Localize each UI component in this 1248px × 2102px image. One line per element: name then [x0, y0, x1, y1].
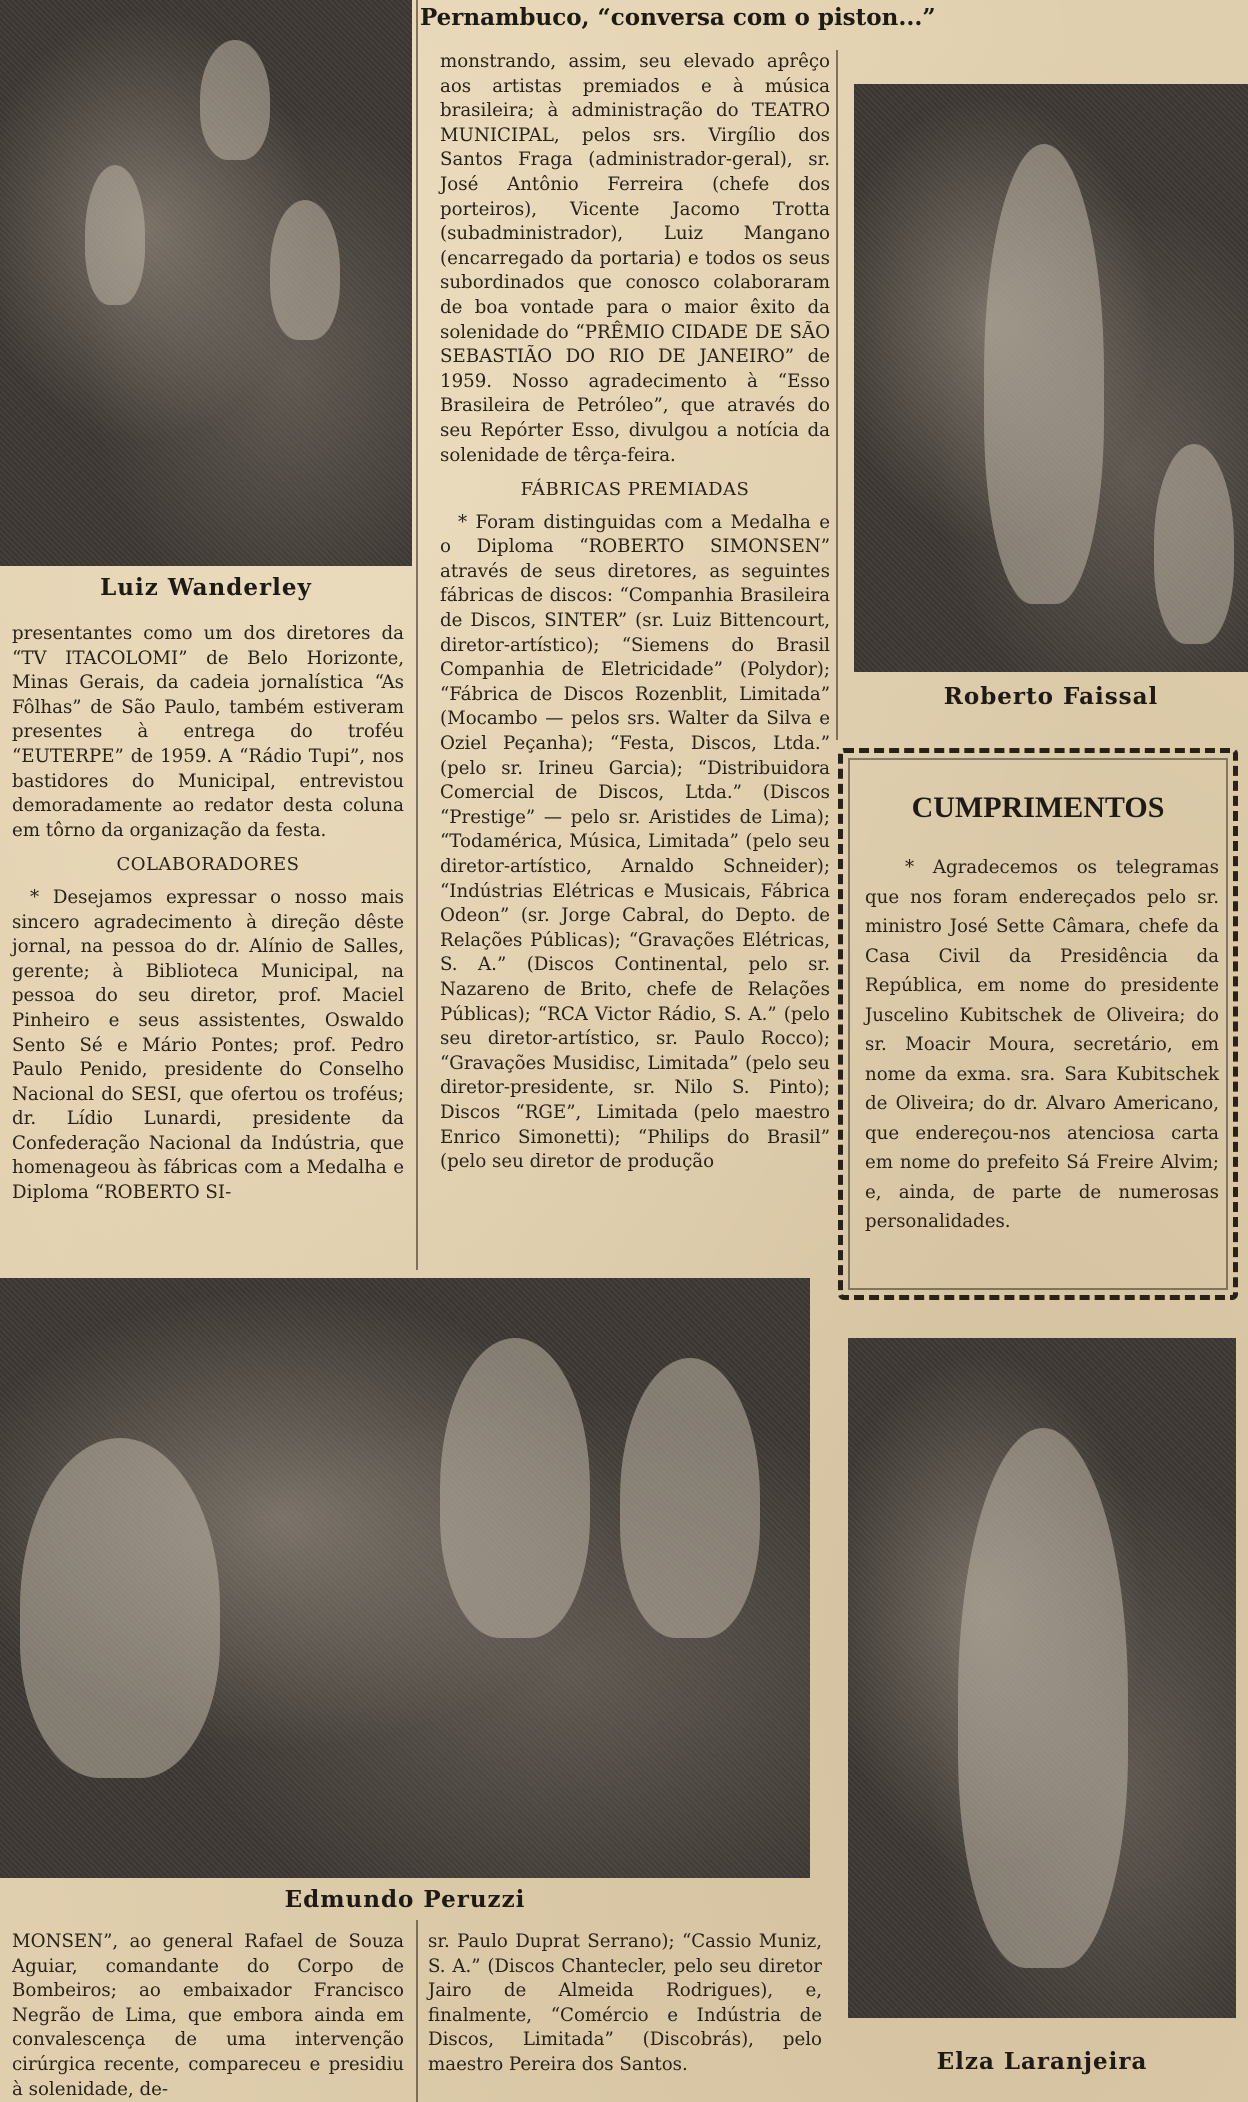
- photo-edmundo-peruzzi: [0, 1278, 810, 1878]
- column-middle: [440, 50, 830, 1175]
- paragraph-bottom-left: MONSEN”, ao general Rafael de Souza Aguiar, comandante do Corpo de Bombeiros; ao embaixador Francisco Negrão de Lima, que embora ainda em convalescença de uma intervenção cirúrgica recente, compareceu e presidiu à solenidade, de-: [12, 1931, 404, 2100]
- caption-edmundo-peruzzi: Edmundo Peruzzi: [284, 1886, 526, 1913]
- caption-luiz-wanderley: Luiz Wanderley: [100, 574, 312, 601]
- paragraph-fabricas: * Foram distinguidas com a Medalha e o Diploma “ROBERTO SIMONSEN” através de seus diretores, as seguintes fábricas de discos: “Companhia Brasileira de Discos, SINTER” (sr. Luiz Bittencourt, diretor-artístico); “Siemens do Brasil Companhia de Eletricidade” (Polydor); “Fábrica de Discos Rozenblit, Limitada” (Mocambo — pelos srs. Walter da Silva e Oziel Peçanha); “Festa, Discos, Ltda.” (pelo sr. Irineu Garcia); “Distribuidora Comercial de Discos, Ltda.” (Discos “Prestige” — pelo sr. Aristides de Lima); “Todamérica, Música, Limitada” (pelo seu diretor-artístico, Arnaldo Schneider); “Indústrias Elétricas e Musicais, Fábrica Odeon” (sr. Jorge Cabral, do Depto. de Relações Públicas); “Gravações Elétricas, S. A.” (Discos Continental, pelo sr. Nazareno de Brito, chefe de Relações Públicas); “RCA Victor Rádio, S. A.” (pelo seu diretor-artístico, sr. Paulo Rocco); “Gravações Musidisc, Limitada” (pelo seu diretor-presidente, sr. Nilo S. Pinto); Discos “RGE”, Limitada (pelo maestro Enrico Simonetti); “Philips do Brasil” (pelo seu diretor de produção: [440, 511, 830, 1173]
- photo-luiz-wanderley: [0, 0, 412, 566]
- subhead-colaboradores: COLABORADORES: [116, 854, 300, 876]
- column-rule: [416, 1920, 418, 2102]
- paragraph-colaboradores: * Desejamos expressar o nosso mais sincero agradecimento à direção dêste jornal, na pessoa do dr. Alínio de Salles, gerente; à Biblioteca Municipal, na pessoa do seu diretor, prof. Maciel Pinheiro e seus assistentes, Oswaldo Sento Sé e Mário Pontes; prof. Pedro Paulo Penido, presidente do Conselho Nacional do SESI, que ofertou os troféus; dr. Lídio Lunardi, presidente da Confederação Nacional da Indústria, que homenageou às fábricas com a Medalha e Diploma “ROBERTO SI-: [12, 886, 404, 1204]
- caption-elza-laranjeira: Elza Laranjeira: [936, 2048, 1148, 2075]
- column-bottom-left: [12, 1930, 404, 2102]
- photo-roberto-faissal: [854, 84, 1248, 672]
- paragraph-agradecimentos: monstrando, assim, seu elevado aprêço aos artistas premiados e à música brasileira; à administração do TEATRO MUNICIPAL, pelos srs. Virgílio dos Santos Fraga (administrador-geral), sr. José Antônio Ferreira (chefe dos porteiros), Vicente Jacomo Trotta (subadministrador), Luiz Mangano (encarregado da portaria) e todos os seus subordinados que conosco colaboraram de boa vontade para o maior êxito da solenidade do “PRÊMIO CIDADE DE SÃO SEBASTIÃO DO RIO DE JANEIRO” de 1959. Nosso agradecimento à “Esso Brasileira de Petróleo”, que através do seu Repórter Esso, divulgou a notícia da solenidade de têrça-feira.: [440, 51, 830, 466]
- box-body: [865, 853, 1219, 1237]
- column-rule: [416, 0, 418, 1270]
- column-bottom-middle: [428, 1930, 822, 2078]
- column-left: [12, 622, 404, 1206]
- subhead-fabricas-premiadas: FÁBRICAS PREMIADAS: [520, 479, 750, 501]
- caption-roberto-faissal: Roberto Faissal: [943, 683, 1159, 710]
- paragraph-intro: presentantes como um dos diretores da “TV ITACOLOMI” de Belo Horizonte, Minas Gerais, da cadeia jornalística “As Fôlhas” de São Paulo, também estiveram presentes à entrega do troféu “EUTERPE” de 1959. A “Rádio Tupi”, nos bastidores do Municipal, entrevistou demoradamente ao redator desta coluna em tôrno da organização da festa.: [12, 623, 404, 841]
- box-paragraph: * Agradecemos os telegramas que nos foram endereçados pelo sr. ministro José Sette Câmara, chefe da Casa Civil da Presidência da República, em nome do presidente Juscelino Kubitschek de Oliveira; do sr. Moacir Moura, secretário, em nome da exma. sra. Sara Kubitschek de Oliveira; do dr. Alvaro Americano, que endereçou-nos atenciosa carta em nome do prefeito Sá Freire Alvim; e, ainda, de parte de numerosas personalidades.: [865, 857, 1219, 1232]
- box-title: CUMPRIMENTOS: [911, 791, 1165, 824]
- paragraph-bottom-middle: sr. Paulo Duprat Serrano); “Cassio Muniz, S. A.” (Discos Chantecler, pelo seu diretor Jairo de Almeida Rodrigues), e, finalmente, “Comércio e Indústria de Discos, Limitada” (Discobrás), pelo maestro Pereira dos Santos.: [428, 1931, 822, 2075]
- cumprimentos-box: [838, 748, 1238, 1300]
- column-rule: [836, 50, 838, 740]
- headline: Pernambuco, “conversa com o piston...”: [420, 4, 936, 31]
- photo-elza-laranjeira: [848, 1338, 1236, 2018]
